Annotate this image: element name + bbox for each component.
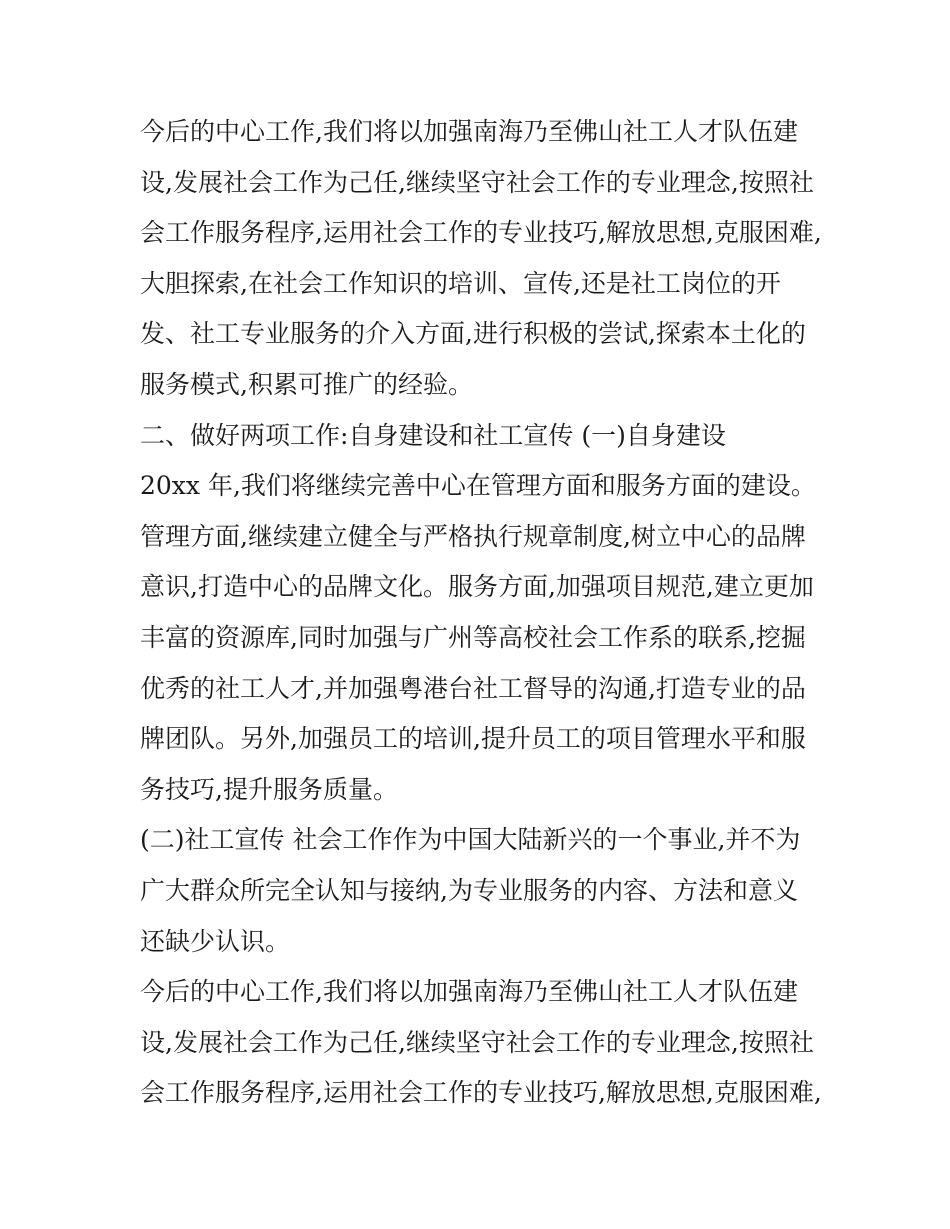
text-line: 管理方面,继续建立健全与严格执行规章制度,树立中心的品牌 xyxy=(140,521,806,551)
text-line: 优秀的社工人才,并加强粤港台社工督导的沟通,打造专业的品 xyxy=(140,673,806,703)
text-line: 服务模式,积累可推广的经验。 xyxy=(140,369,473,399)
text-line: 大胆探索,在社会工作知识的培训、宣传,还是社工岗位的开 xyxy=(140,268,781,298)
text-line: 设,发展社会工作为己任,继续坚守社会工作的专业理念,按照社 xyxy=(140,1027,814,1057)
text-line: 会工作服务程序,运用社会工作的专业技巧,解放思想,克服困难, xyxy=(140,1078,822,1108)
text-line: 还缺少认识。 xyxy=(140,926,291,956)
text-line: 今后的中心工作,我们将以加强南海乃至佛山社工人才队伍建 xyxy=(140,117,798,146)
text-line: 会工作服务程序,运用社会工作的专业技巧,解放思想,克服困难, xyxy=(140,218,822,248)
text-line: 今后的中心工作,我们将以加强南海乃至佛山社工人才队伍建 xyxy=(140,977,798,1007)
text-line: (二)社工宣传 社会工作作为中国大陆新兴的一个事业,并不为 xyxy=(140,825,801,855)
document-body xyxy=(140,107,820,1119)
text-line: 设,发展社会工作为己任,继续坚守社会工作的专业理念,按照社 xyxy=(140,167,814,197)
text-line: 意识,打造中心的品牌文化。服务方面,加强项目规范,建立更加 xyxy=(140,572,814,602)
text-line: 发、社工专业服务的介入方面,进行积极的尝试,探索本土化的 xyxy=(140,319,806,349)
text-line: 丰富的资源库,同时加强与广州等高校社会工作系的联系,挖掘 xyxy=(140,622,806,652)
text-line: 20xx 年,我们将继续完善中心在管理方面和服务方面的建设。 xyxy=(140,471,816,501)
text-line: 务技巧,提升服务质量。 xyxy=(140,774,398,804)
text-line: 牌团队。另外,加强员工的培训,提升员工的项目管理水平和服 xyxy=(140,724,806,754)
text-line: 广大群众所完全认知与接纳,为专业服务的内容、方法和意义 xyxy=(140,875,798,905)
section-heading: 二、做好两项工作:自身建设和社工宣传 (一)自身建设 xyxy=(140,420,726,450)
